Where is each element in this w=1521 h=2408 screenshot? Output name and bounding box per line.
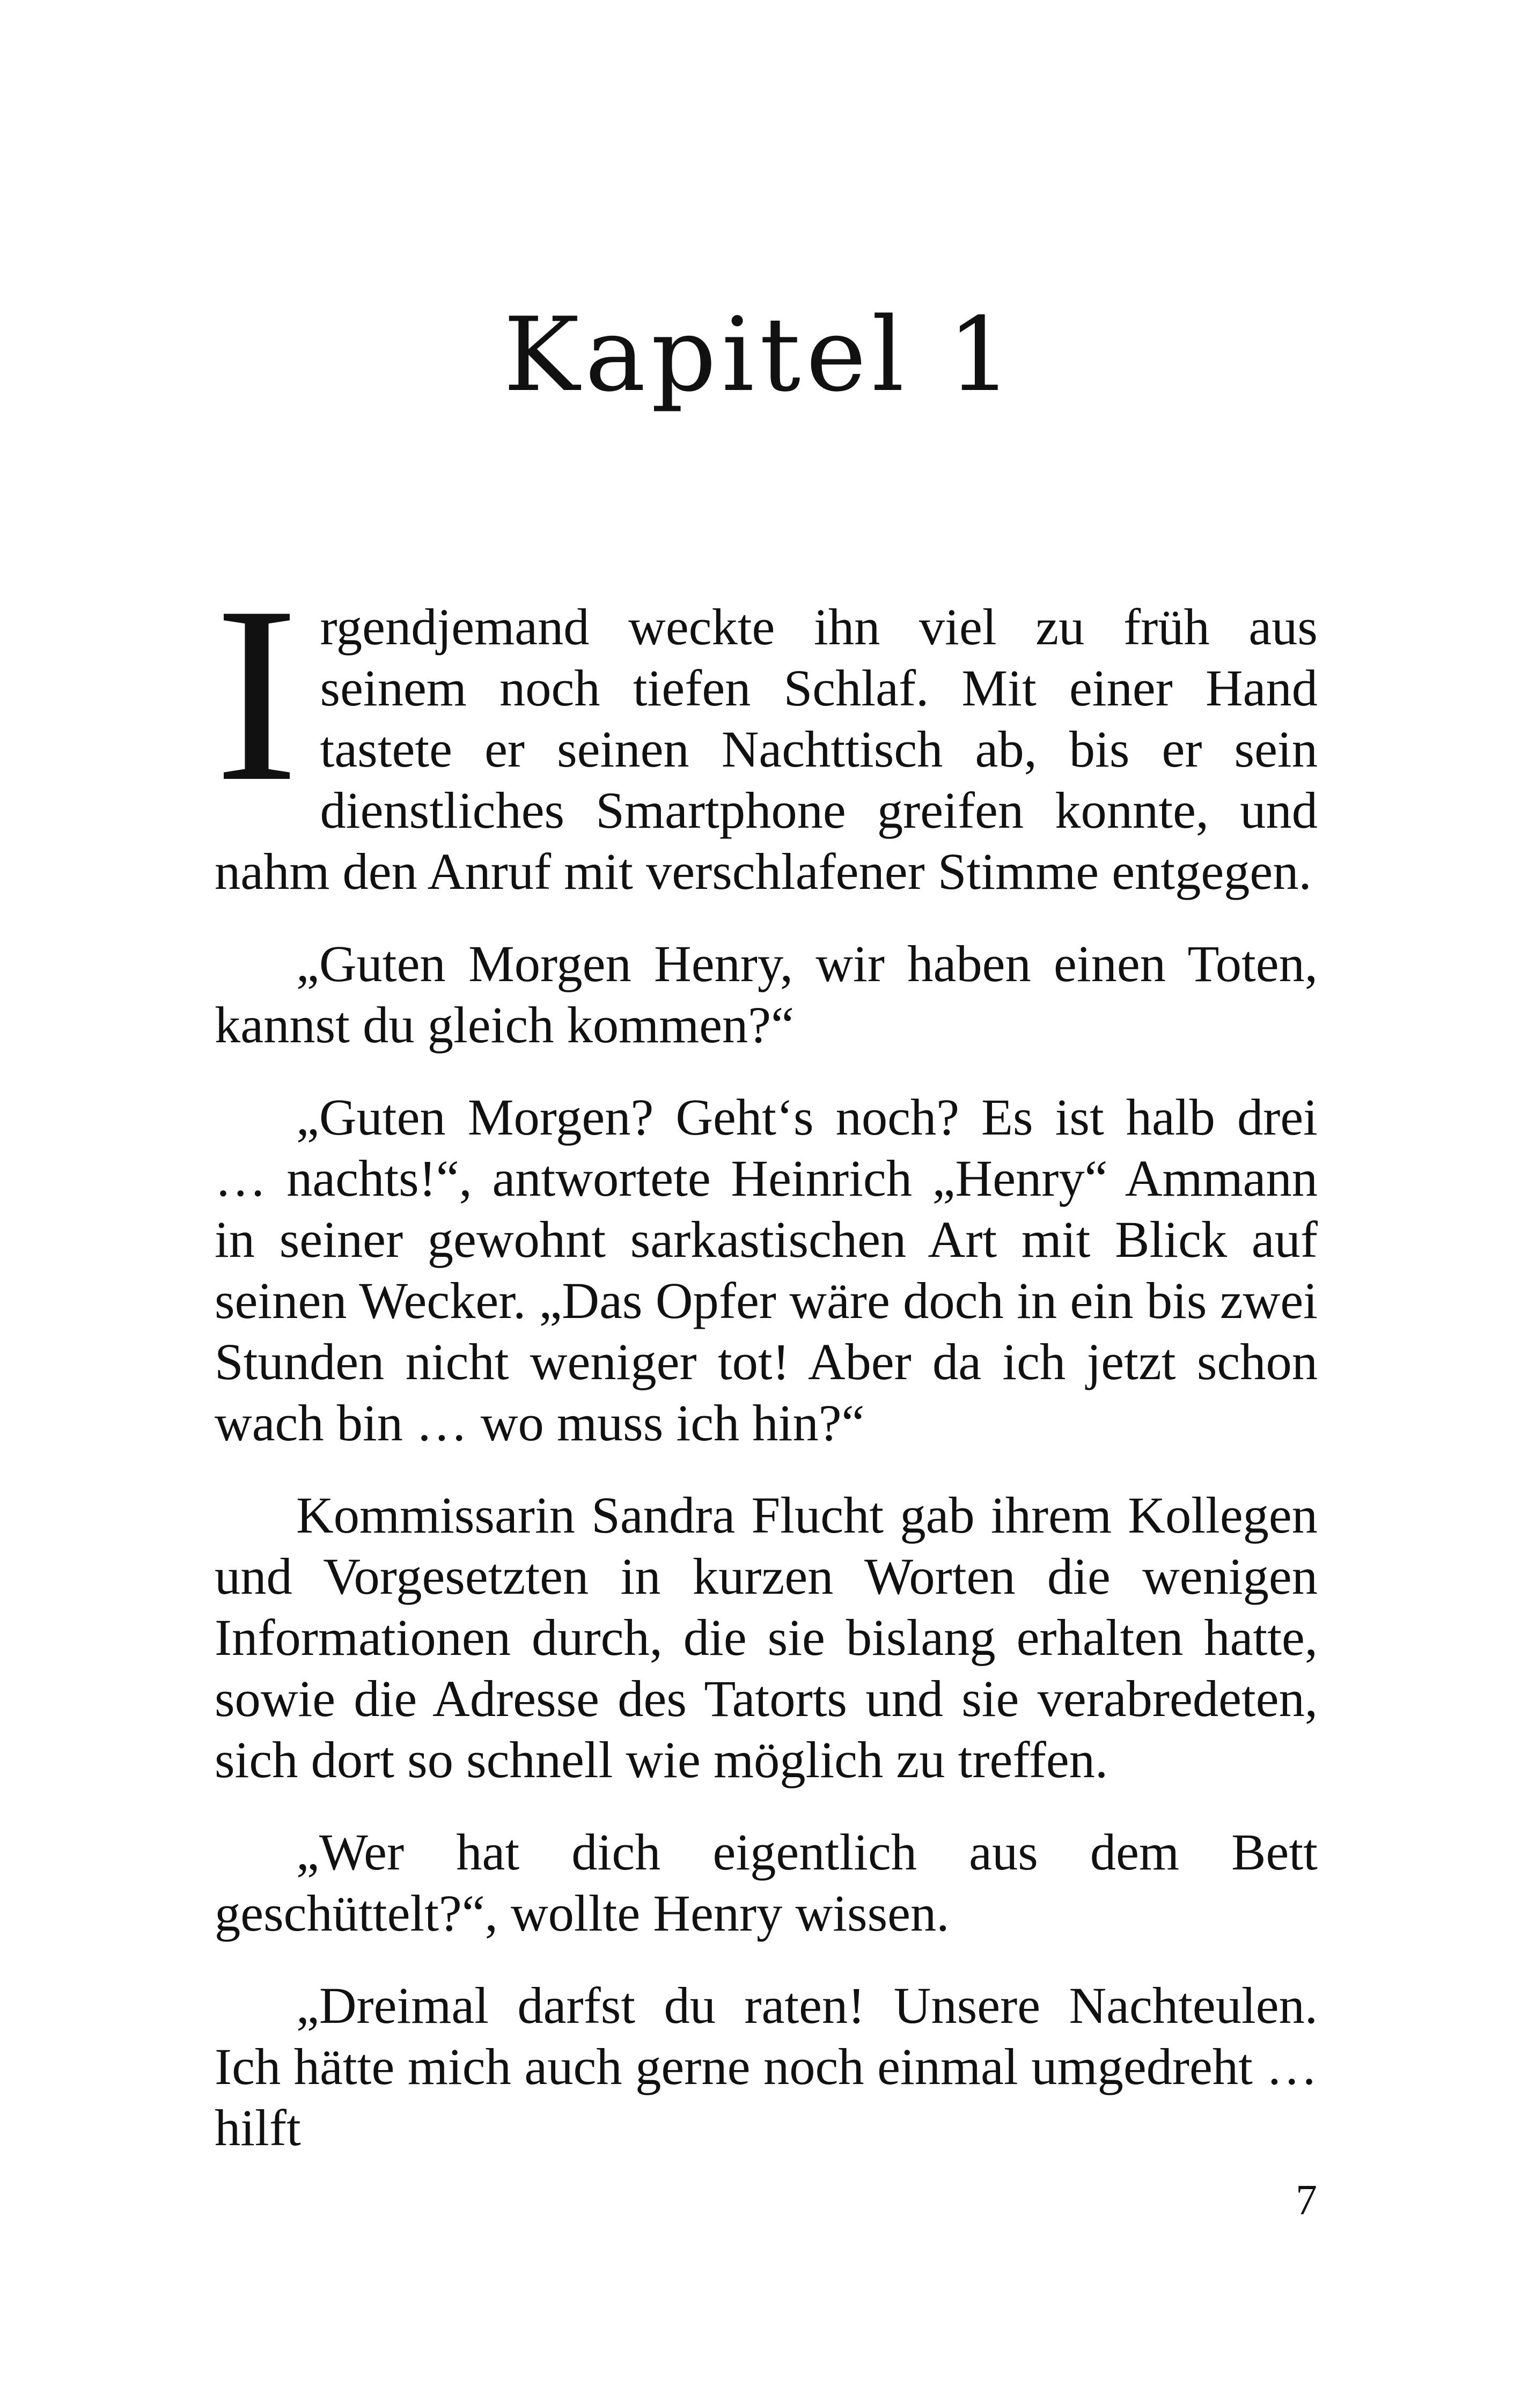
paragraph-1 <box>215 554 1318 902</box>
paragraph-2: „Guten Morgen Henry, wir haben einen Toten, kannst du gleich kommen?“ <box>215 935 1318 1054</box>
paragraph-6: „Dreimal darfst du raten! Unsere Nachteulen. Ich hätte mich auch gerne noch einmal umgedreht … hilft <box>215 1977 1318 2156</box>
paragraph-5: „Wer hat dich eigentlich aus dem Bett geschüttelt?“, wollte Henry wissen. <box>215 1823 1318 1942</box>
chapter-title: Kapitel 1 <box>503 296 1018 415</box>
paragraph-4: Kommissarin Sandra Flucht gab ihrem Kollegen und Vorgesetzten in kurzen Worten die wenigen Informationen durch, die sie bislang erhalten hatte, sowie die Adresse des Tatorts und sie verabredeten, sich dort so schnell wie möglich zu treffen. <box>215 1486 1318 1788</box>
paragraph-1-text: rgendjemand weckte ihn viel zu früh aus seinem noch tiefen Schlaf. Mit einer Hand tastete er seinen Nachttisch ab, bis er sein dienstliches Smartphone greifen konnte, und nahm den Anruf mit verschlafener Stimme entgegen. <box>215 598 1318 900</box>
paragraph-3: „Guten Morgen? Geht‘s noch? Es ist halb drei … nachts!“, antwortete Heinrich „Henry“ Ammann in seiner gewohnt sarkastischen Art mit Blick auf seinen Wecker. „Das Opfer wäre doch in ein bis zwei Stunden nicht weniger tot! Aber da ich jetzt schon wach bin … wo muss ich hin?“ <box>215 1088 1318 1452</box>
chapter-body <box>215 554 1318 2190</box>
page-number: 7 <box>1296 2177 1317 2224</box>
drop-cap-letter: I <box>215 554 299 834</box>
